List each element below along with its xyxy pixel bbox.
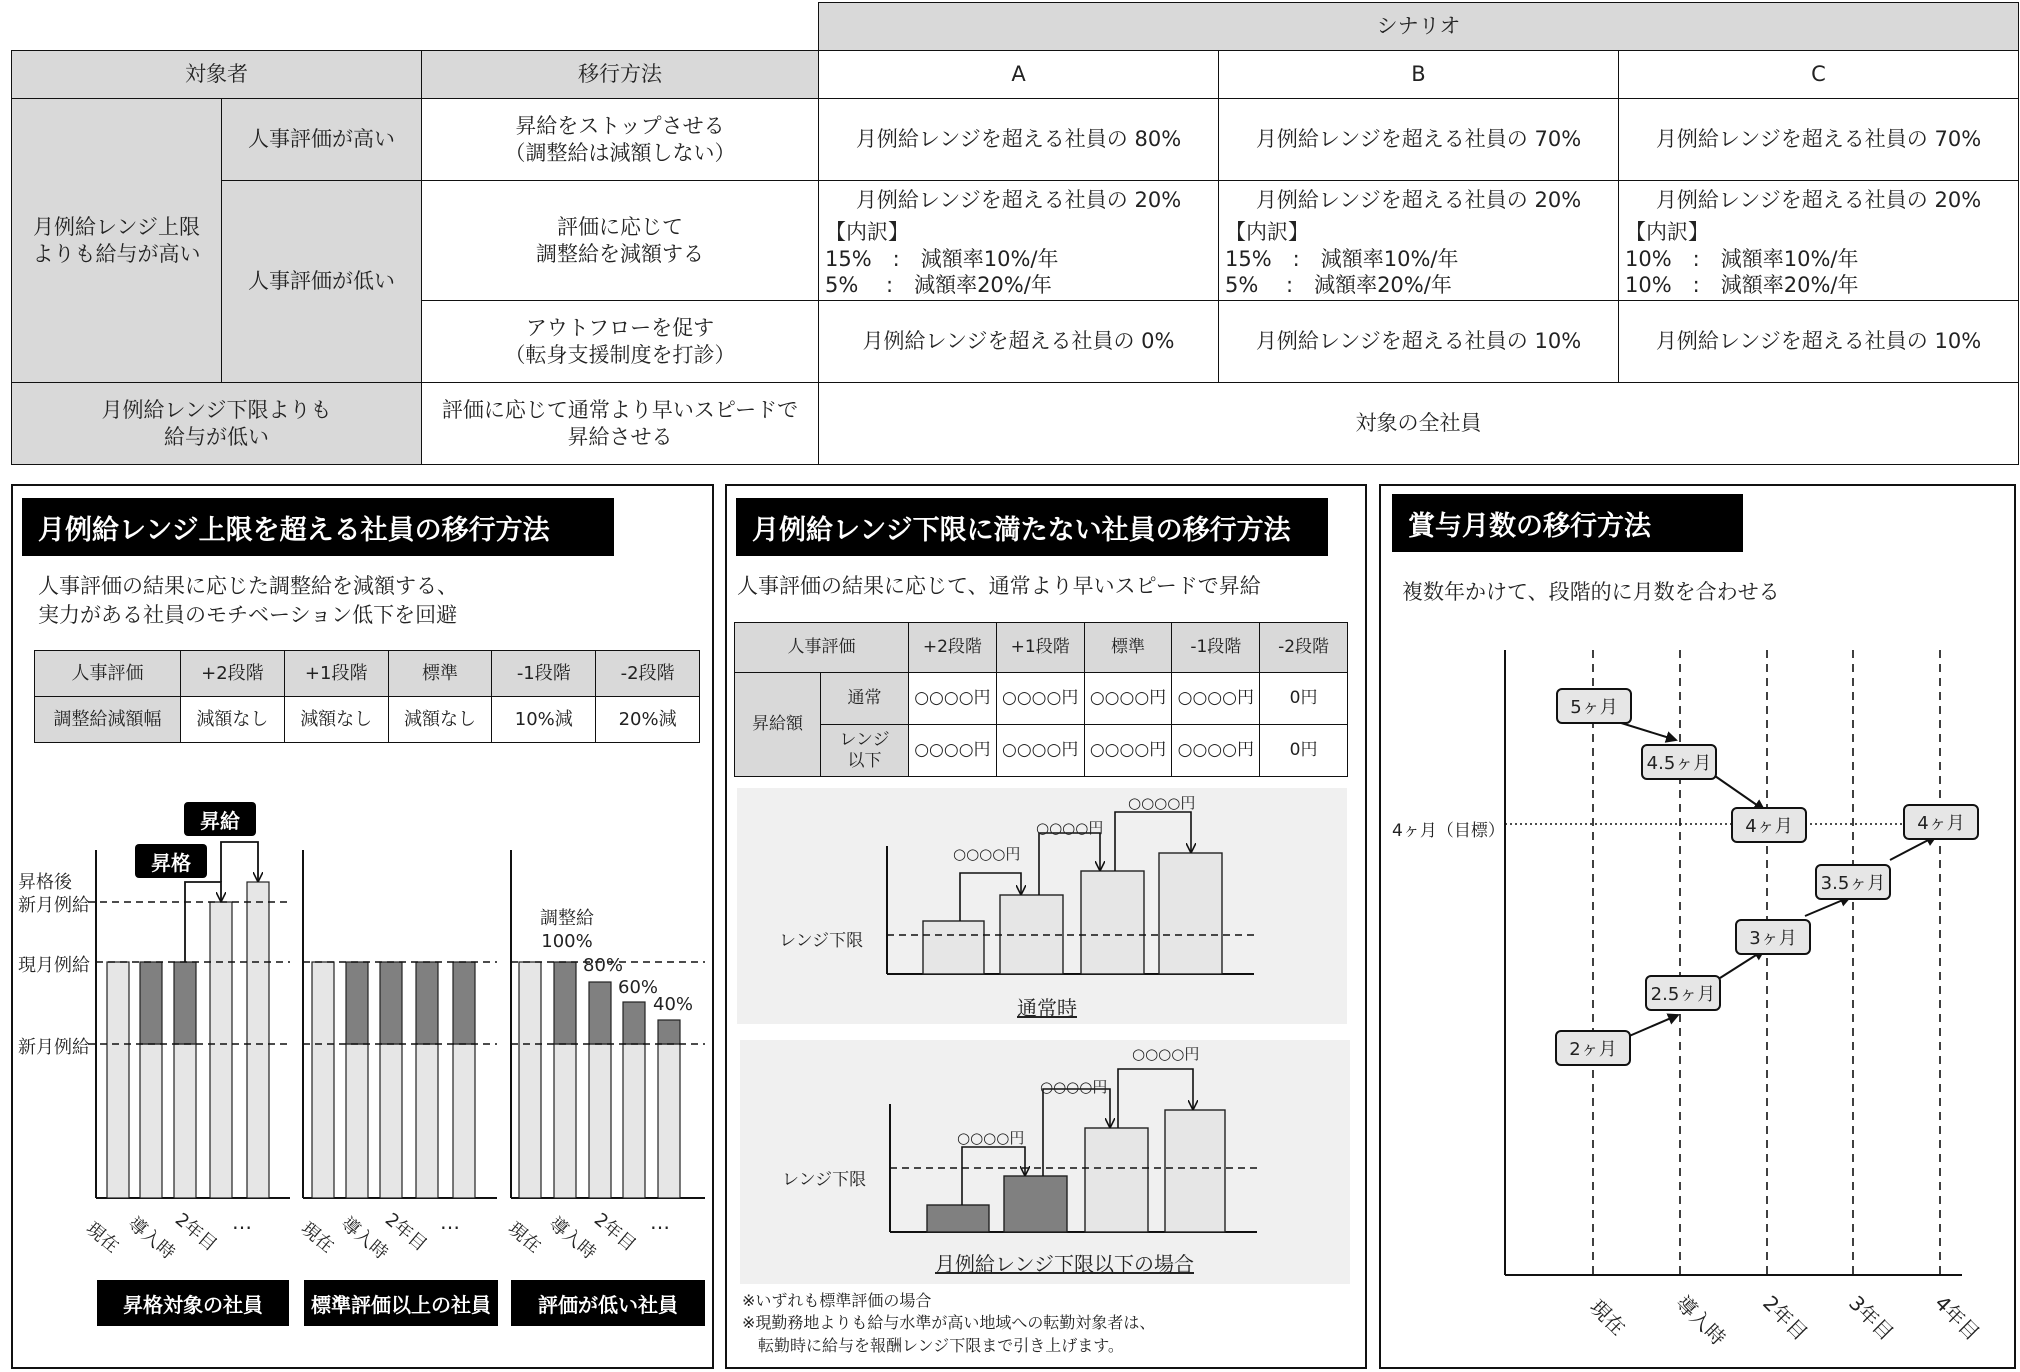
g3-x-year2: 2年目 <box>589 1209 640 1256</box>
header-scenario-c: C <box>1619 51 2019 99</box>
a-out: 月例給レンジを超える社員の 0% <box>819 301 1219 383</box>
b-out: 月例給レンジを超える社員の 10% <box>1219 301 1619 383</box>
a-stop: 月例給レンジを超える社員の 80% <box>819 99 1219 181</box>
x-label-year4: 4年目 <box>1930 1290 1985 1346</box>
method-outflow: アウトフローを促す （転身支援制度を打診） <box>422 301 819 383</box>
label-adjustment-100: 調整給 100% <box>540 908 594 952</box>
panel2-notes: ※いずれも標準評価の場合 ※現勤務地よりも給与水準が高い地域への転勤対象者は、 転勤時に給与を報酬レンジ下限まで引き上げます。 <box>742 1291 1156 1355</box>
caption-normal: 通常時 <box>1017 996 1077 1020</box>
scenario-header: シナリオ <box>819 3 2019 51</box>
group-below-range: 月例給レンジ下限よりも 給与が低い <box>12 383 422 465</box>
header-scenario-b: B <box>1219 51 1619 99</box>
box-low-year3: 3.5ヶ月 <box>1815 864 1891 900</box>
panel3-title: 賞与月数の移行方法 <box>1392 494 1743 552</box>
b-stop: 月例給レンジを超える社員の 70% <box>1219 99 1619 181</box>
normal-yen-2: ○○○○円 <box>1036 819 1104 837</box>
arrow-high-1 <box>1618 722 1676 740</box>
c-stop: 月例給レンジを超える社員の 70% <box>1619 99 2019 181</box>
normal-yen-1: ○○○○円 <box>953 845 1021 863</box>
x-label-current: 現在 <box>1585 1294 1631 1341</box>
a-reduce: 月例給レンジを超える社員の 20% 【内訳】 15% : 減額率10%/年 5% : 減額率20%/年 <box>819 181 1219 301</box>
caption-below-range: 月例給レンジ下限以下の場合 <box>935 1252 1194 1276</box>
tag-raise: 昇給 <box>184 802 256 836</box>
normal-yen-3: ○○○○円 <box>1128 794 1196 812</box>
g1-x-ellipsis: … <box>232 1210 252 1234</box>
panel3-description: 複数年かけて、段階的に月数を合わせる <box>1402 580 1780 604</box>
panel2-description: 人事評価の結果に応じて、通常より早いスピードで昇給 <box>737 574 1261 598</box>
box-high-intro: 4.5ヶ月 <box>1641 744 1717 780</box>
g2-x-current: 現在 <box>296 1218 339 1258</box>
g3-x-ellipsis: … <box>650 1210 670 1234</box>
group-above-range: 月例給レンジ上限よりも給与が高い <box>12 99 222 383</box>
method-stop: 昇給をストップさせる （調整給は減額しない） <box>422 99 819 181</box>
g3-x-current: 現在 <box>503 1218 546 1258</box>
below-yen-1: ○○○○円 <box>957 1129 1025 1147</box>
box-high-current: 5ヶ月 <box>1556 688 1632 724</box>
c-reduce: 月例給レンジを超える社員の 20% 【内訳】 10% : 減額率10%/年 10% : 減額率20%/年 <box>1619 181 2019 301</box>
g3-x-intro: 導入時 <box>544 1213 600 1264</box>
tag-promotion: 昇格 <box>135 844 207 878</box>
below-yen-3: ○○○○円 <box>1132 1045 1200 1063</box>
b-reduce: 月例給レンジを超える社員の 20% 【内訳】 15% : 減額率10%/年 5% : 減額率20%/年 <box>1219 181 1619 301</box>
method-fast: 評価に応じて通常より早いスピードで 昇給させる <box>422 383 819 465</box>
label-pct-80: 80% <box>583 955 624 976</box>
eval-low: 人事評価が低い <box>222 181 422 383</box>
label-new-salary: 新月例給 <box>18 1037 90 1058</box>
panel1-reduction-table: 人事評価 +2段階 +1段階 標準 -1段階 -2段階 調整給減額幅 減額なし 減額なし 減額なし 10%減 20%減 <box>34 650 700 743</box>
x-label-year3: 3年目 <box>1844 1290 1899 1346</box>
header-target: 対象者 <box>12 51 422 99</box>
box-high-year4: 4ヶ月 <box>1903 804 1979 840</box>
g1-x-current: 現在 <box>81 1218 124 1258</box>
label-pct-60: 60% <box>618 977 659 998</box>
box-low-intro: 2.5ヶ月 <box>1645 975 1721 1011</box>
target-label: 4ヶ月（目標） <box>1392 821 1505 841</box>
bonus-axes <box>1505 650 1962 1275</box>
box-low-year2: 3ヶ月 <box>1735 919 1811 955</box>
label-pct-40: 40% <box>653 994 694 1015</box>
method-reduce: 評価に応じて 調整給を減額する <box>422 181 819 301</box>
group-label-promotion: 昇格対象の社員 <box>97 1280 289 1326</box>
group-label-standard: 標準評価以上の社員 <box>304 1280 498 1326</box>
label-current-salary: 現月例給 <box>18 955 90 976</box>
below-yen-2: ○○○○円 <box>1040 1078 1108 1096</box>
group-label-low: 評価が低い社員 <box>511 1280 705 1326</box>
x-label-year2: 2年目 <box>1758 1290 1813 1346</box>
header-scenario-a: A <box>819 51 1219 99</box>
normal-range-low-label: レンジ下限 <box>779 931 864 951</box>
arrow-high-2 <box>1715 776 1764 810</box>
box-high-year2: 4ヶ月 <box>1731 807 1807 843</box>
g1-x-year2: 2年目 <box>170 1209 221 1256</box>
x-label-intro: 導入時 <box>1671 1290 1731 1351</box>
label-after-promotion: 昇格後 新月例給 <box>18 872 90 916</box>
g1-x-intro: 導入時 <box>123 1213 179 1264</box>
panel1-description: 人事評価の結果に応じた調整給を減額する、 実力がある社員のモチベーション低下を回避 <box>38 574 458 628</box>
all-staff: 対象の全社員 <box>819 383 2019 465</box>
g2-x-year2: 2年目 <box>380 1209 431 1256</box>
c-out: 月例給レンジを超える社員の 10% <box>1619 301 2019 383</box>
g2-x-intro: 導入時 <box>336 1213 392 1264</box>
panel2-raise-table: 人事評価 +2段階 +1段階 標準 -1段階 -2段階 昇給額 通常 ○○○○円 ○○○○円 ○○○○円 ○○○○円 0円 レンジ 以下 ○○○○円 ○○○○円 ○○○○円 ○○○○円 0円 <box>734 622 1348 777</box>
header-method: 移行方法 <box>422 51 819 99</box>
below-range-low-label: レンジ下限 <box>782 1170 867 1190</box>
g2-x-ellipsis: … <box>440 1210 460 1234</box>
eval-high: 人事評価が高い <box>222 99 422 181</box>
panel2-title: 月例給レンジ下限に満たない社員の移行方法 <box>736 498 1328 556</box>
box-low-current: 2ヶ月 <box>1555 1030 1631 1066</box>
panel1-title: 月例給レンジ上限を超える社員の移行方法 <box>22 498 614 556</box>
